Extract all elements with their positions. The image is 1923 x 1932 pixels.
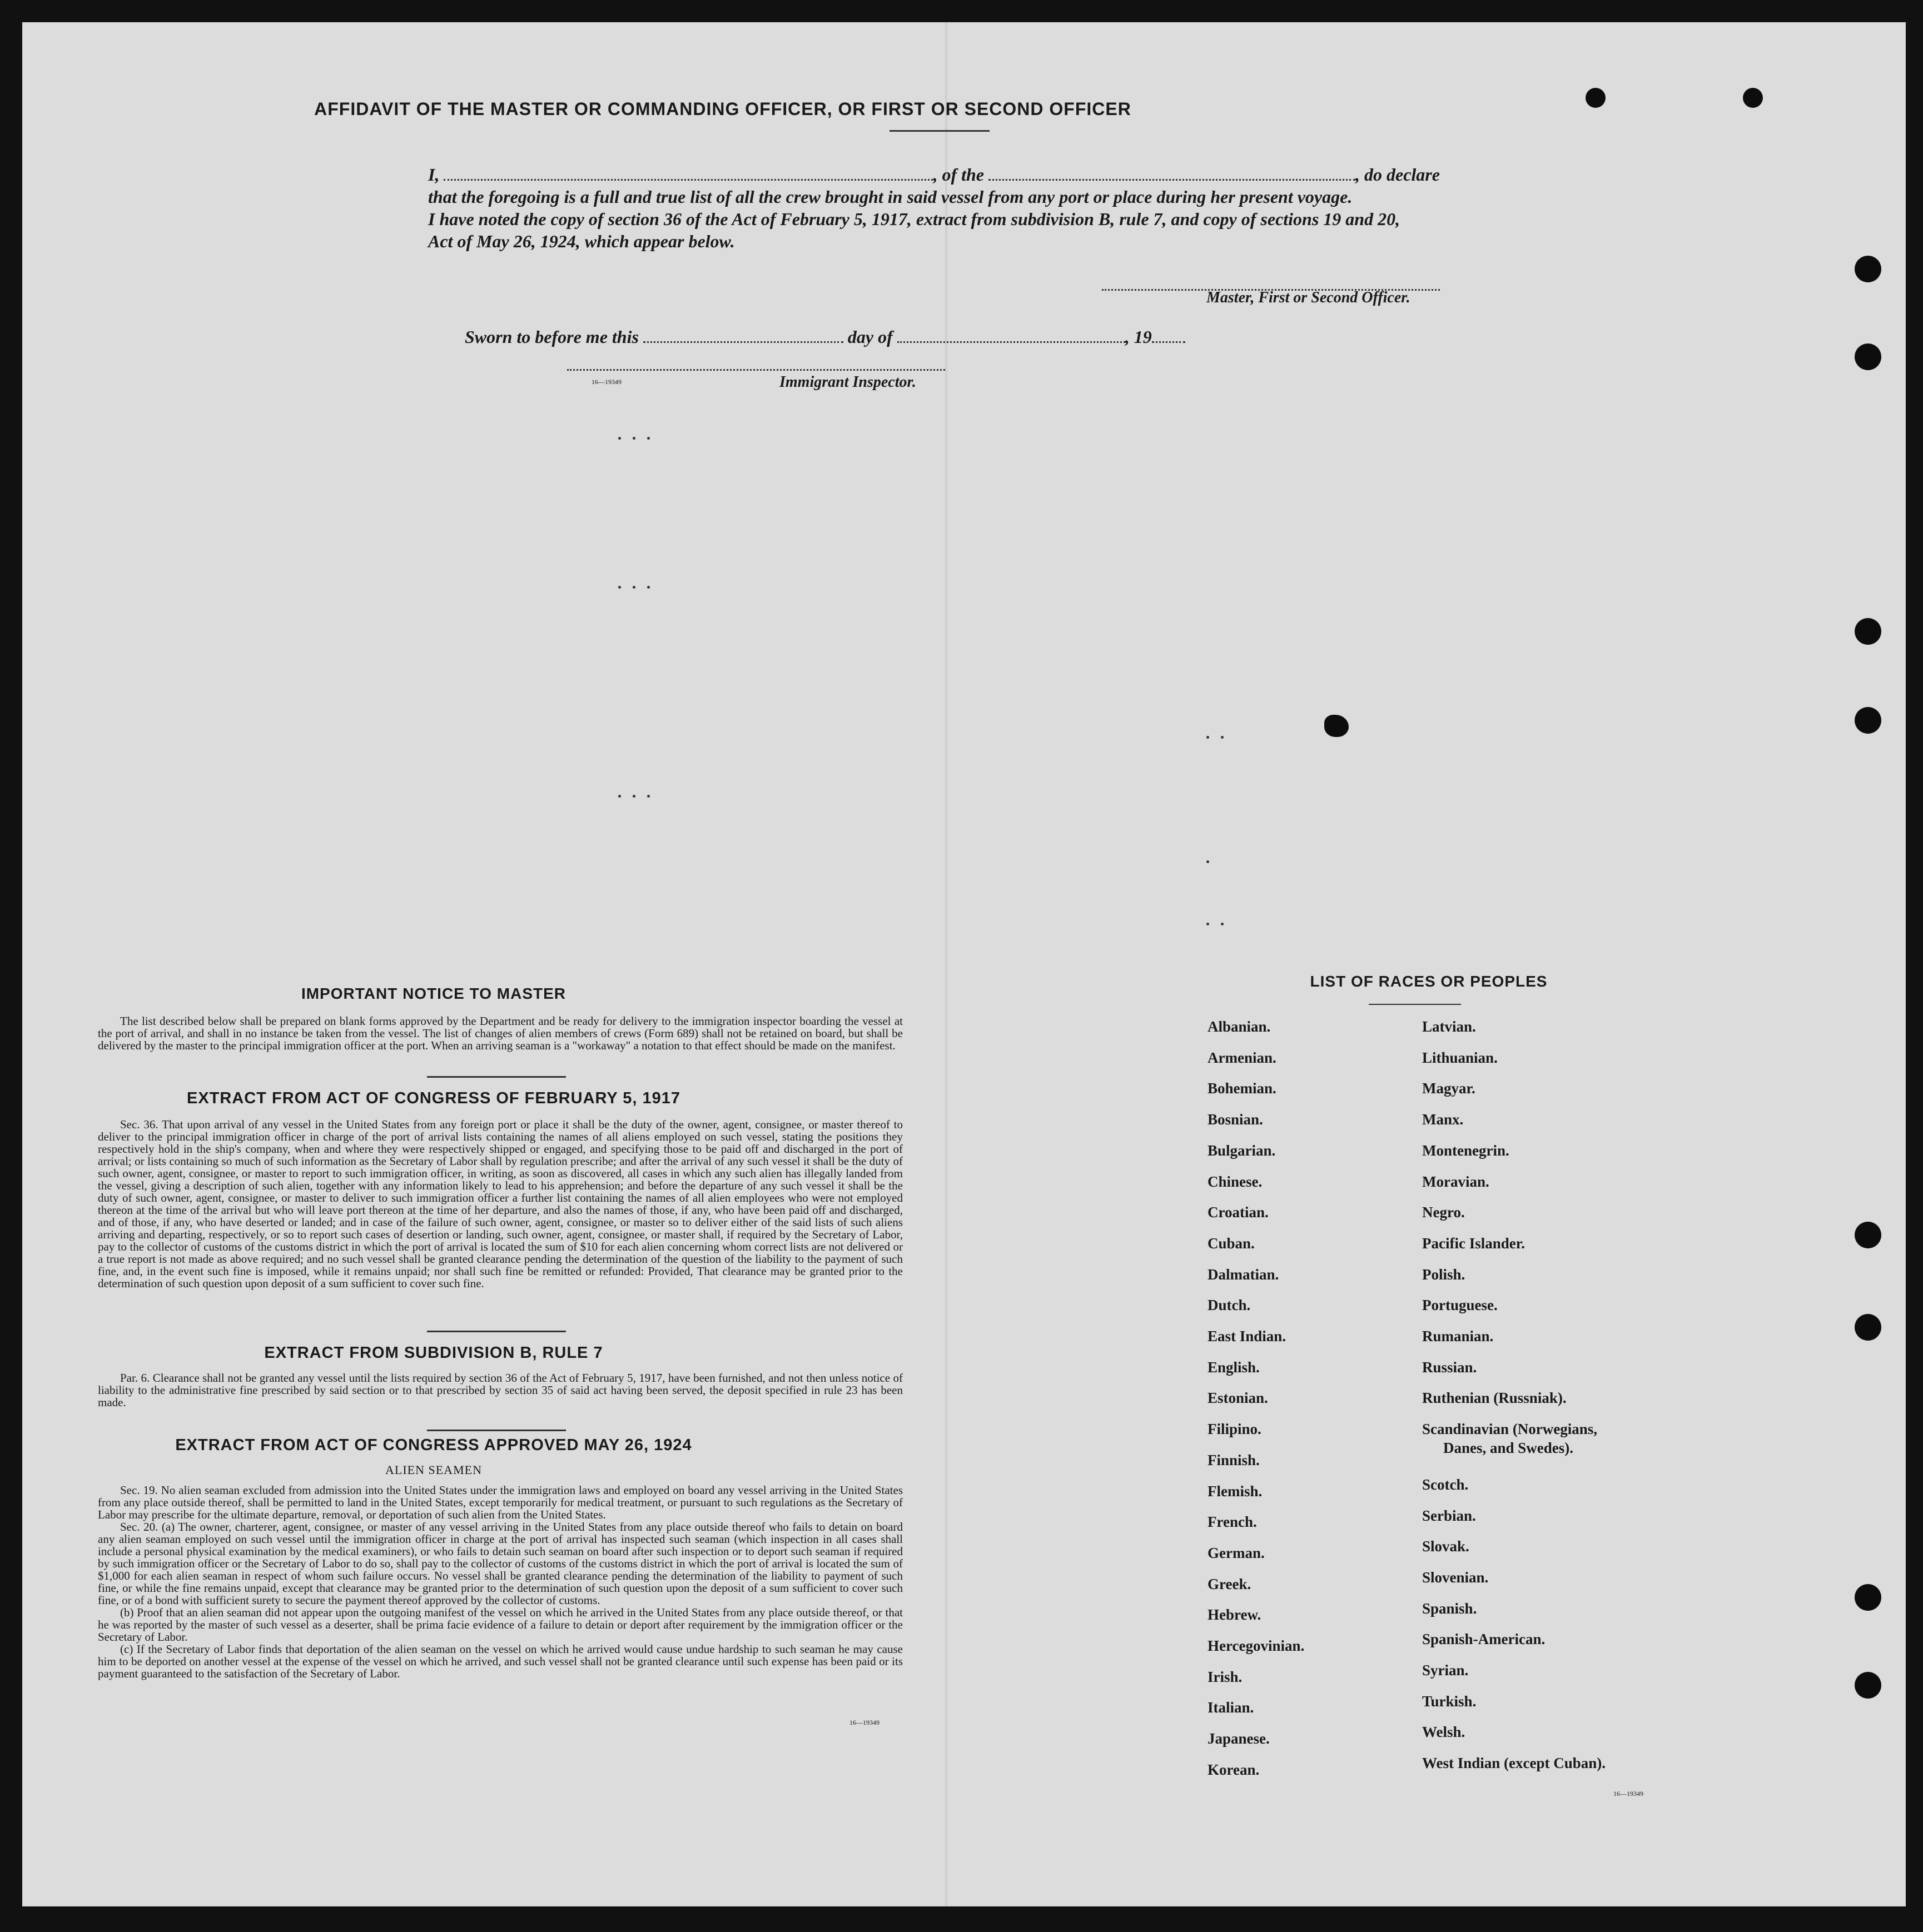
race-item: Dutch. [1208, 1297, 1251, 1314]
sworn-day-label: day of [847, 327, 893, 347]
stray-dot [618, 795, 621, 798]
stray-dot [647, 437, 650, 440]
race-item: Croatian. [1208, 1204, 1269, 1221]
subdivision-body: Par. 6. Clearance shall not be granted any vessel until the lists required by section 36 of the Act of February 5, 1917, have been furnished, and not then unless notice of liability to the administrative fine prescribed by said section or to that prescribed by section 35 of said act having been served, the deposit specified in rule 23 has been made. [98, 1371, 903, 1409]
inspector-signature-line[interactable] [567, 369, 945, 371]
declaration-of-the: , of the [933, 165, 984, 185]
race-item: Korean. [1208, 1761, 1260, 1778]
stray-dot [1206, 860, 1209, 863]
title-rule [890, 130, 990, 132]
race-item: Pacific Islander. [1422, 1234, 1525, 1252]
declaration-i: I, [428, 165, 440, 185]
race-item: Russian. [1422, 1358, 1477, 1376]
notice-body: The list described below shall be prepared on blank forms approved by the Department and be ready for delivery to the immigration inspector boarding the vessel at the port of arrival, and shall in no instance be taken from the vessel. The list of changes of alien members of crews (Form 689) shall not be retained on board, but shall be delivered by the master to the principal immigration officer at the port. When an arriving seaman is a "workaway" a notation to that effect should be made on the manifest. [98, 1014, 903, 1052]
notice-title: IMPORTANT NOTICE TO MASTER [301, 985, 567, 1002]
extract1924-body [98, 1484, 903, 1680]
race-item: Estonian. [1208, 1390, 1268, 1407]
declaration-line-4: Act of May 26, 1924, which appear below. [428, 231, 735, 251]
punch-hole [1855, 343, 1881, 370]
race-item: Italian. [1208, 1699, 1254, 1716]
race-item: Hercegovinian. [1208, 1637, 1305, 1654]
stray-dot [633, 795, 635, 798]
sworn-day-blank[interactable] [643, 330, 843, 343]
stray-dot [633, 586, 635, 589]
sec20b-text: (b) Proof that an alien seaman did not appear upon the outgoing manifest of the vessel on which he arrived in the United States from any place outside thereof, or that he was reported by the master of such vessel as a deserter, shall be prima facie evidence of a failure to detain or deport after requirement by the immigration officer or the Secretary of Labor. [98, 1606, 903, 1644]
stray-dot [1206, 736, 1209, 739]
sworn-year-label: , 19 [1125, 327, 1152, 347]
race-item: Cuban. [1208, 1234, 1255, 1252]
stray-dot [1221, 923, 1224, 925]
race-item: Latvian. [1422, 1018, 1476, 1035]
punch-hole [1743, 88, 1763, 108]
race-item: Finnish. [1208, 1451, 1260, 1468]
punch-hole [1855, 1314, 1881, 1341]
vessel-blank[interactable] [988, 168, 1355, 181]
declaration-do-declare: , do declare [1355, 165, 1440, 185]
race-item: East Indian. [1208, 1328, 1286, 1345]
sec20a-text: Sec. 20. (a) The owner, charterer, agent, consignee, or master of any vessel arriving in the United States from any place outside thereof who fails to detain on board any alien seaman employed on such vessel until the immigration officer in charge at the port of arrival has inspected such seaman (which inspection in all cases shall include a personal physical examination by the medical examiners), or who fails to detain such seaman on board after such inspection or to deport such seaman if required by such immigration officer or the Secretary of Labor to do so, shall pay to the collector of customs of the customs district in which the port of arrival is located the sum of $1,000 for each alien seaman in respect of whom such failure occurs. No vessel shall be granted clearance pending the determination of the liability to payment of such fine, or while the fine remains unpaid, except that clearance may be granted prior to the determination of such question upon the deposit of a sum sufficient to cover such fine, or of a bond with sufficient surety to secure the payment thereof approved by the collector of customs. [98, 1520, 903, 1607]
race-item: Negro. [1422, 1204, 1465, 1221]
stray-dot [618, 437, 621, 440]
subdivision-rule [427, 1430, 566, 1431]
race-item: Dalmatian. [1208, 1266, 1279, 1283]
page-fold [945, 22, 947, 1906]
race-item: French. [1208, 1513, 1257, 1531]
sworn-year-blank[interactable] [1152, 330, 1185, 343]
sworn-line [465, 327, 1185, 347]
race-item: Chinese. [1208, 1173, 1263, 1190]
race-item: Scandinavian (Norwegians, [1422, 1421, 1598, 1438]
race-item: Scotch. [1422, 1476, 1469, 1493]
race-item: Rumanian. [1422, 1328, 1494, 1345]
races-form-number: 16—19349 [1613, 1790, 1643, 1797]
race-item: Manx. [1422, 1111, 1464, 1128]
punch-hole [1855, 1584, 1881, 1611]
extract1917-rule [427, 1331, 566, 1332]
race-item: Spanish-American. [1422, 1631, 1546, 1648]
race-item: Turkish. [1422, 1692, 1477, 1710]
race-item: Welsh. [1422, 1724, 1465, 1741]
race-item: Magyar. [1422, 1080, 1475, 1097]
race-item: Lithuanian. [1422, 1049, 1498, 1066]
races-rule [1369, 1004, 1461, 1005]
punch-hole [1855, 707, 1881, 734]
affidavit-title: AFFIDAVIT OF THE MASTER OR COMMANDING OFFICER, OR FIRST OR SECOND OFFICER [314, 99, 1131, 119]
sworn-month-blank[interactable] [897, 330, 1125, 343]
form-number: 16—19349 [592, 378, 622, 386]
stray-dot [1206, 923, 1209, 925]
affidavit-declaration [428, 163, 1484, 252]
declaration-line-2: that the foregoing is a full and true list of all the crew brought in said vessel from any port or place during her present voyage. [428, 187, 1353, 207]
declaration-line-1 [428, 163, 1484, 186]
race-item: Portuguese. [1422, 1297, 1498, 1314]
race-item: Spanish. [1422, 1600, 1477, 1617]
signature-label: Master, First or Second Officer. [1206, 289, 1410, 306]
punch-hole [1586, 88, 1606, 108]
extract1917-body: Sec. 36. That upon arrival of any vessel in the United States from any foreign port or place it shall be the duty of the owner, agent, consignee, or master thereof to deliver to the principal immigration officer in charge of the port of arrival lists containing the names of all aliens employed on such vessel, stating the positions they respectively hold in the ship's company, when and where they were respectively shipped or engaged, and specifying those to be paid off and discharged in the port of arrival; or lists containing so much of such information as the Secretary of Labor shall by regulation prescribe; and after the arrival of any such vessel it shall be the duty of such owner, agent, consignee, or master to report to such immigration officer, in writing, as soon as discovered, all cases in which any such alien has illegally landed from the vessel, giving a description of such alien, together with any information likely to lead to his apprehension; and before the departure of any such vessel it shall be the duty of such owner, agent, consignee, or master to deliver to such immigration officer a further list containing the names of all alien employees who were not employed thereon at the time of the arrival but who will leave port thereon at the time of her departure, and also the names of those, if any, who have been paid off and discharged, and of those, if any, who have deserted or landed; and in case of the failure of such owner, agent, consignee, or master so to deliver either of the said lists of such aliens arriving and departing, respectively, or so to report such cases of desertion or landing, such owner, agent, consignee, or master shall, if required by the Secretary of Labor, pay to the collector of customs of the customs district in which the port of arrival is located the sum of $10 for each alien concerning whom correct lists are not delivered or a true report is not made as above required; and no such vessel shall be granted clearance pending the determination of the question of the liability to the payment of such fine, and, in the event such fine is imposed, while it remains unpaid; nor shall such fine be remitted or refunded: Provided, That clearance may be granted prior to the determination of such question upon deposit of a sum sufficient to cover such fine. [98, 1118, 903, 1290]
sec20c-text: (c) If the Secretary of Labor finds that deportation of the alien seaman on the vessel on which he arrived would cause undue hardship to such seaman he may cause him to be deported on another vessel at the expense of the vessel on which he arrived, and such vessel shall not be granted clearance until such expense has been paid or its payment guaranteed to the satisfaction of the Secretary of Labor. [98, 1642, 903, 1680]
notice-rule [427, 1076, 566, 1078]
race-item: Hebrew. [1208, 1606, 1261, 1624]
stray-dot [618, 586, 621, 589]
race-item: Slovak. [1422, 1538, 1469, 1555]
sworn-label: Sworn to before me this [465, 327, 639, 347]
race-item: West Indian (except Cuban). [1422, 1755, 1606, 1772]
race-item: Irish. [1208, 1668, 1243, 1685]
races-title: LIST OF RACES OR PEOPLES [1310, 973, 1548, 990]
extract1917-title: EXTRACT FROM ACT OF CONGRESS OF FEBRUARY 5, 1917 [186, 1089, 681, 1107]
punch-hole [1855, 1222, 1881, 1248]
declaration-line-3: I have noted the copy of section 36 of the Act of February 5, 1917, extract from subdivision B, rule 7, and copy of sections 19 and 20, [428, 209, 1400, 229]
race-item: Syrian. [1422, 1662, 1469, 1679]
race-item: Filipino. [1208, 1421, 1261, 1438]
race-item: Albanian. [1208, 1018, 1271, 1035]
race-item: Serbian. [1422, 1507, 1476, 1524]
sec19-text: Sec. 19. No alien seaman excluded from admission into the United States under the immigration laws and employed on board any vessel arriving in the United States from any place outside thereof, shall be permitted to land in the United States, except temporarily for medical treatment, or pursuant to such regulations as the Secretary of Labor may prescribe for the ultimate departure, removal, or deportation of such alien from the United States. [98, 1483, 903, 1521]
race-item: Bohemian. [1208, 1080, 1276, 1097]
race-item: Slovenian. [1422, 1568, 1489, 1586]
stray-dot [1221, 736, 1224, 739]
race-item: Moravian. [1422, 1173, 1489, 1190]
race-item: Danes, and Swedes). [1443, 1440, 1574, 1457]
race-item: Polish. [1422, 1266, 1465, 1283]
stray-dot [647, 795, 650, 798]
subdivision-title: EXTRACT FROM SUBDIVISION B, RULE 7 [264, 1344, 603, 1362]
extract1924-form-number: 16—19349 [849, 1719, 879, 1726]
ink-blot [1324, 715, 1349, 737]
race-item: English. [1208, 1358, 1260, 1376]
punch-hole [1855, 256, 1881, 282]
stray-dot [647, 586, 650, 589]
race-item: Bosnian. [1208, 1111, 1263, 1128]
race-item: Armenian. [1208, 1049, 1276, 1066]
extract1924-subtitle: ALIEN SEAMEN [385, 1463, 482, 1477]
inspector-label: Immigrant Inspector. [779, 374, 916, 391]
document-sheet [22, 22, 1906, 1906]
race-item: Greek. [1208, 1575, 1251, 1592]
race-item: Bulgarian. [1208, 1142, 1276, 1159]
race-item: Japanese. [1208, 1730, 1270, 1747]
race-item: Montenegrin. [1422, 1142, 1509, 1159]
race-item: Ruthenian (Russniak). [1422, 1390, 1567, 1407]
punch-hole [1855, 1672, 1881, 1699]
stray-dot [633, 437, 635, 440]
name-blank[interactable] [444, 168, 933, 181]
race-item: Flemish. [1208, 1482, 1263, 1500]
race-item: German. [1208, 1544, 1265, 1561]
punch-hole [1855, 618, 1881, 645]
extract1924-title: EXTRACT FROM ACT OF CONGRESS APPROVED MAY 26, 1924 [175, 1436, 692, 1454]
